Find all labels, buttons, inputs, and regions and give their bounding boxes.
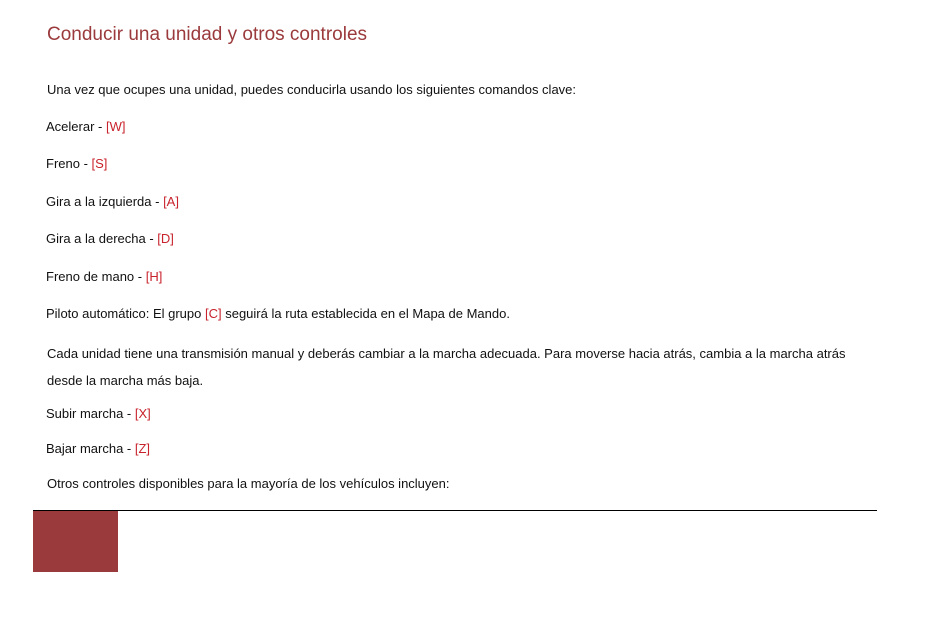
control-turn-right	[46, 231, 174, 247]
autopilot-suffix: seguirá la ruta establecida en el Mapa de Mando.	[221, 306, 510, 321]
control-gear-down	[46, 441, 150, 457]
control-key: [Z]	[134, 441, 151, 456]
page-title: Conducir una unidad y otros controles	[47, 24, 368, 45]
control-key: [A]	[163, 194, 179, 209]
control-label: Gira a la izquierda -	[46, 194, 164, 209]
control-label: Freno -	[46, 156, 92, 171]
control-autopilot	[46, 306, 510, 322]
control-label: Acelerar -	[46, 119, 106, 134]
control-accelerate	[46, 119, 125, 135]
control-key: [D]	[157, 231, 174, 246]
accent-block	[33, 511, 118, 572]
control-label: Freno de mano -	[46, 269, 146, 284]
control-brake	[46, 156, 107, 172]
control-key: [X]	[134, 406, 151, 421]
control-key: [H]	[145, 269, 163, 284]
control-key: [W]	[105, 119, 126, 134]
control-key: [S]	[91, 156, 108, 171]
other-controls-intro: Otros controles disponibles para la mayoría de los vehículos incluyen:	[47, 476, 450, 491]
autopilot-key: [C]	[204, 306, 222, 321]
transmission-paragraph: Cada unidad tiene una transmisión manual y deberás cambiar a la marcha adecuada. Para moverse hacia atrás, cambia a la marcha atrás desde la marcha más baja.	[47, 346, 846, 388]
intro-text: Una vez que ocupes una unidad, puedes conducirla usando los siguientes comandos clave:	[47, 82, 577, 97]
control-label: Bajar marcha -	[46, 441, 135, 456]
control-label: Subir marcha -	[46, 406, 135, 421]
autopilot-prefix: Piloto automático: El grupo	[46, 306, 205, 321]
control-label: Gira a la derecha -	[46, 231, 158, 246]
section-divider	[33, 510, 877, 511]
control-gear-up	[46, 406, 151, 422]
control-turn-left	[46, 194, 179, 210]
control-handbrake	[46, 269, 162, 285]
